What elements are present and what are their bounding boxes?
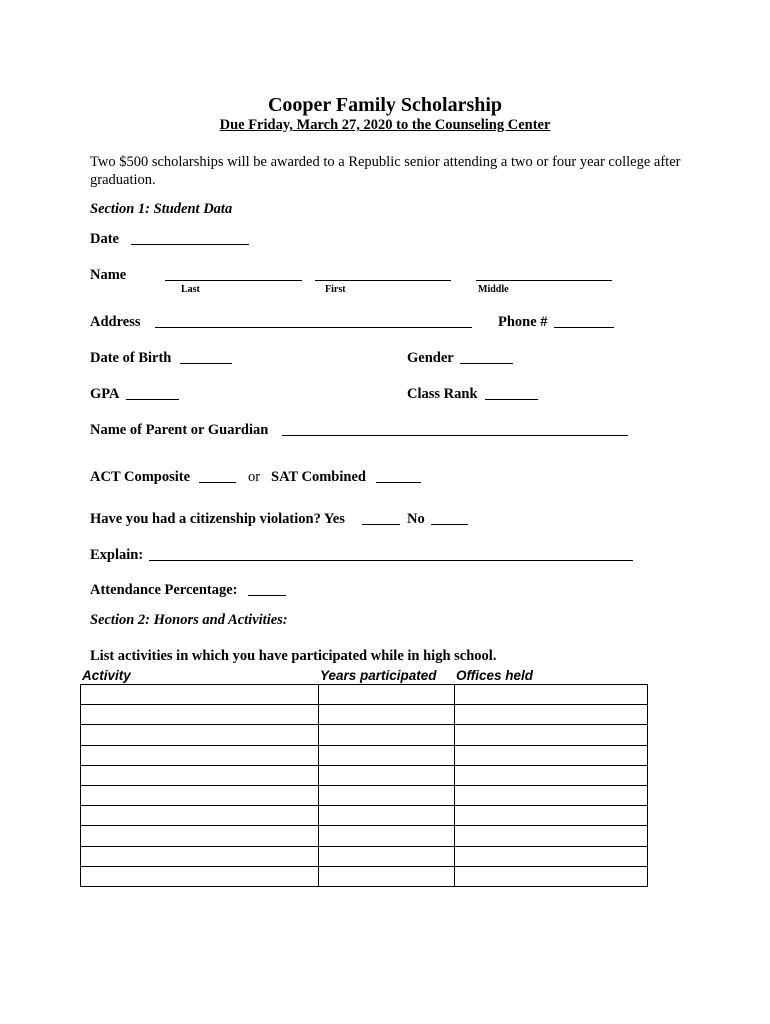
class-rank-label: Class Rank xyxy=(407,386,478,402)
act-field[interactable] xyxy=(199,482,236,483)
middle-name-field[interactable] xyxy=(476,280,612,281)
offices-cell[interactable] xyxy=(455,725,648,745)
sat-label: SAT Combined xyxy=(271,469,366,485)
offices-cell[interactable] xyxy=(455,705,648,725)
table-row xyxy=(81,785,648,805)
offices-cell[interactable] xyxy=(455,745,648,765)
offices-cell[interactable] xyxy=(455,806,648,826)
table-row xyxy=(81,765,648,785)
form-title: Cooper Family Scholarship xyxy=(267,94,503,116)
act-label: ACT Composite xyxy=(90,469,191,485)
citizenship-label: Have you had a citizenship violation? Yes xyxy=(90,511,345,527)
gpa-field[interactable] xyxy=(126,399,179,400)
offices-cell[interactable] xyxy=(455,765,648,785)
activity-cell[interactable] xyxy=(81,806,319,826)
column-header-years: Years participated xyxy=(320,668,437,683)
attendance-label: Attendance Percentage: xyxy=(90,582,238,598)
activities-instruction: List activities in which you have participated while in high school. xyxy=(90,648,497,664)
offices-cell[interactable] xyxy=(455,866,648,886)
offices-cell[interactable] xyxy=(455,846,648,866)
date-field[interactable] xyxy=(131,244,249,245)
activity-cell[interactable] xyxy=(81,725,319,745)
intro-text: Two $500 scholarships will be awarded to a Republic senior attending a two or four year college after graduation. xyxy=(90,154,681,188)
dob-label: Date of Birth xyxy=(90,350,172,366)
citizenship-yes-field[interactable] xyxy=(362,524,400,525)
attendance-field[interactable] xyxy=(248,595,286,596)
first-name-field[interactable] xyxy=(315,280,451,281)
activity-cell[interactable] xyxy=(81,846,319,866)
activities-table xyxy=(80,684,648,887)
activity-cell[interactable] xyxy=(81,765,319,785)
address-label: Address xyxy=(90,314,141,330)
middle-name-caption: Middle xyxy=(478,284,509,295)
table-row xyxy=(81,685,648,705)
name-label: Name xyxy=(90,267,127,283)
parent-field[interactable] xyxy=(282,435,628,436)
phone-label: Phone # xyxy=(498,314,548,330)
table-row xyxy=(81,806,648,826)
form-subtitle: Due Friday, March 27, 2020 to the Counseling Center xyxy=(219,117,551,133)
table-row xyxy=(81,826,648,846)
address-field[interactable] xyxy=(155,327,472,328)
column-header-offices: Offices held xyxy=(456,668,534,683)
citizenship-no-field[interactable] xyxy=(431,524,468,525)
gender-label: Gender xyxy=(407,350,454,366)
offices-cell[interactable] xyxy=(455,785,648,805)
years-cell[interactable] xyxy=(319,806,455,826)
years-cell[interactable] xyxy=(319,846,455,866)
activity-cell[interactable] xyxy=(81,745,319,765)
parent-label: Name of Parent or Guardian xyxy=(90,422,269,438)
phone-field[interactable] xyxy=(554,327,614,328)
activity-cell[interactable] xyxy=(81,685,319,705)
activity-cell[interactable] xyxy=(81,866,319,886)
table-row xyxy=(81,866,648,886)
explain-label: Explain: xyxy=(90,547,144,563)
years-cell[interactable] xyxy=(319,725,455,745)
gender-field[interactable] xyxy=(460,363,513,364)
dob-field[interactable] xyxy=(180,363,232,364)
years-cell[interactable] xyxy=(319,826,455,846)
years-cell[interactable] xyxy=(319,785,455,805)
years-cell[interactable] xyxy=(319,685,455,705)
sat-field[interactable] xyxy=(376,482,421,483)
table-row xyxy=(81,725,648,745)
activity-cell[interactable] xyxy=(81,785,319,805)
first-name-caption: First xyxy=(325,284,346,295)
class-rank-field[interactable] xyxy=(485,399,538,400)
years-cell[interactable] xyxy=(319,866,455,886)
last-name-caption: Last xyxy=(181,284,200,295)
citizenship-no-label: No xyxy=(407,511,425,527)
table-row xyxy=(81,846,648,866)
table-row xyxy=(81,705,648,725)
years-cell[interactable] xyxy=(319,765,455,785)
explain-field[interactable] xyxy=(149,560,633,561)
activity-cell[interactable] xyxy=(81,826,319,846)
column-header-activity: Activity xyxy=(82,668,131,683)
last-name-field[interactable] xyxy=(165,280,302,281)
date-label: Date xyxy=(90,231,119,247)
section-1-heading: Section 1: Student Data xyxy=(90,201,233,217)
years-cell[interactable] xyxy=(319,705,455,725)
activity-cell[interactable] xyxy=(81,705,319,725)
or-text: or xyxy=(248,469,261,485)
years-cell[interactable] xyxy=(319,745,455,765)
table-row xyxy=(81,745,648,765)
offices-cell[interactable] xyxy=(455,826,648,846)
gpa-label: GPA xyxy=(90,386,120,402)
section-2-heading: Section 2: Honors and Activities: xyxy=(90,612,288,628)
offices-cell[interactable] xyxy=(455,685,648,705)
